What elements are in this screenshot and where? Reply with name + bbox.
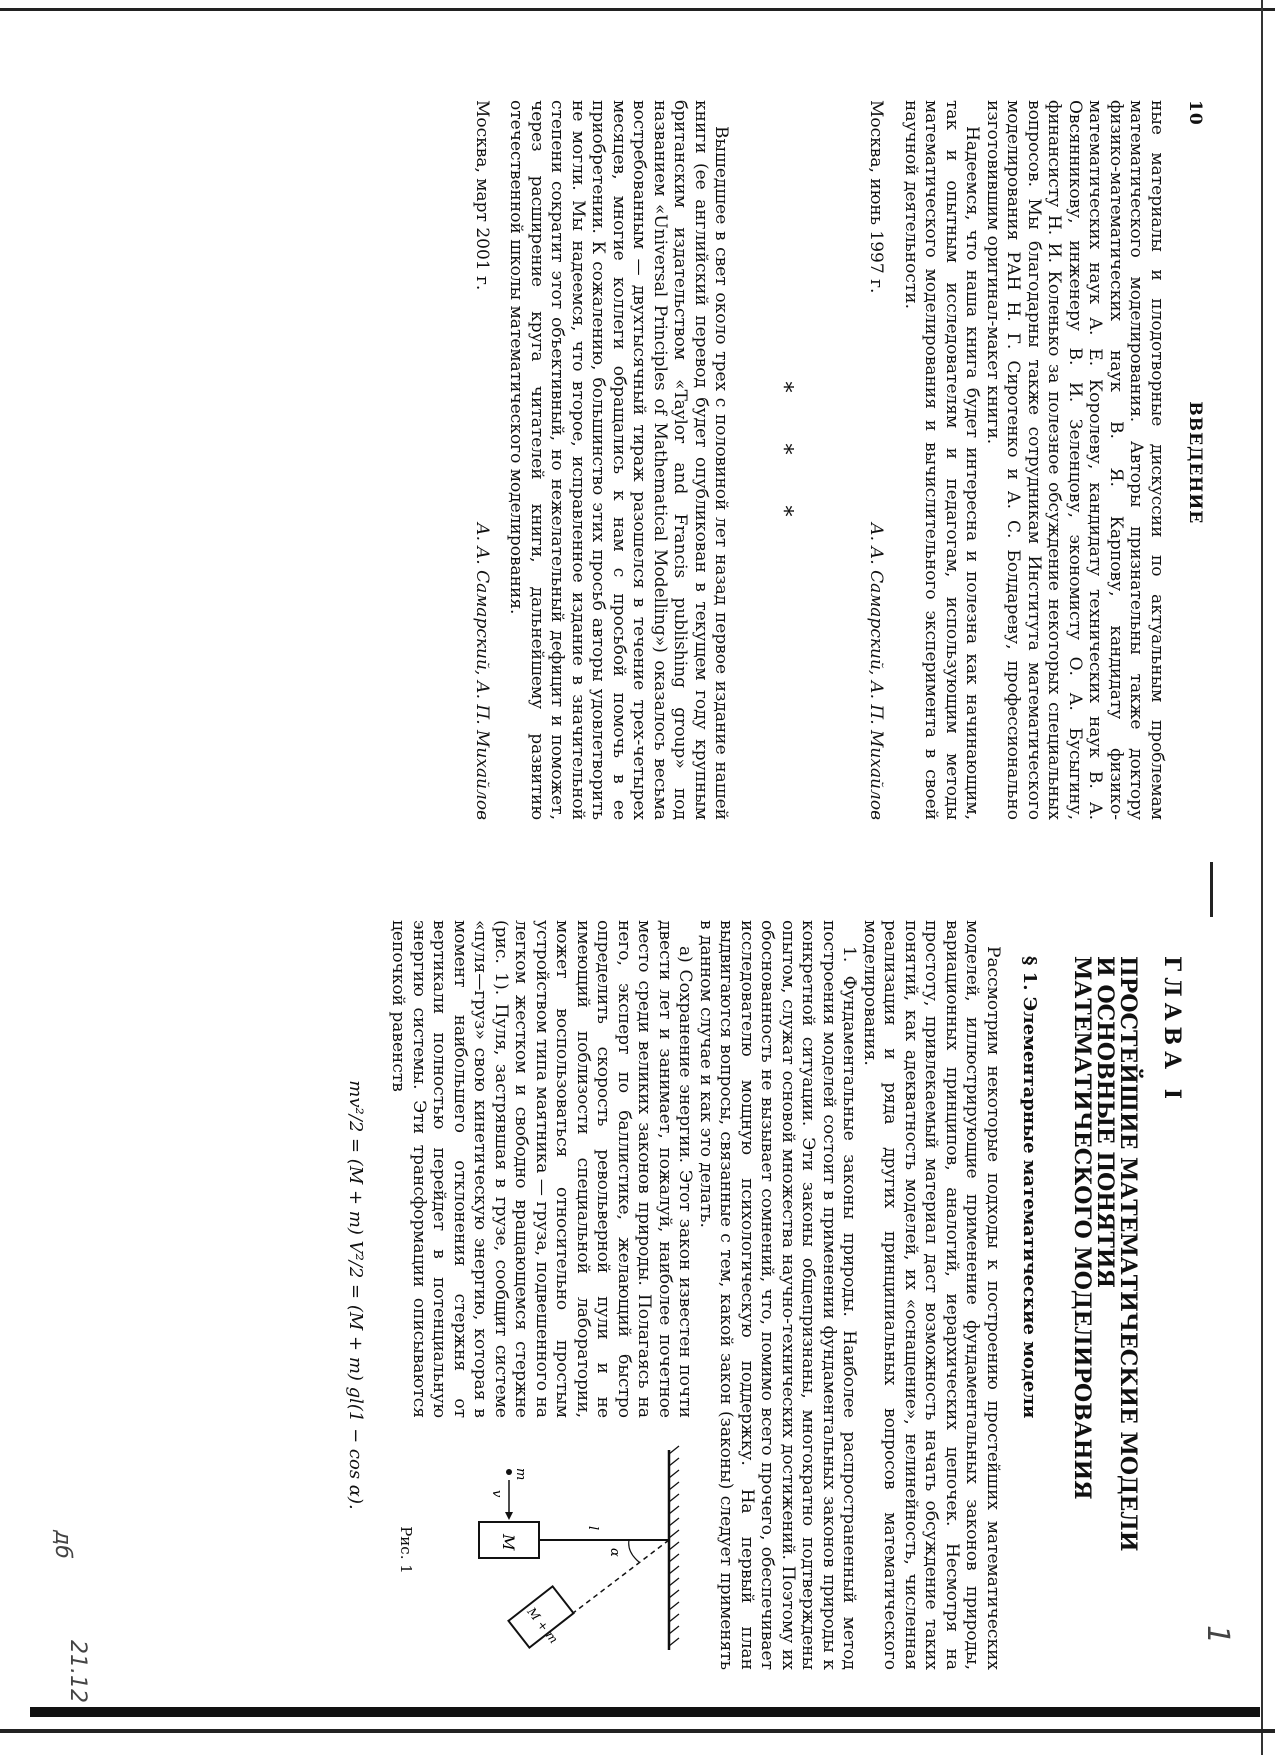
chapter-title-line-2: И ОСНОВНЫЕ ПОНЯТИЯ xyxy=(1092,956,1118,1288)
energy-formula: mv²/2 = (M + m) V²/2 = (M + m) gl(1 − cos α). xyxy=(345,1080,366,1510)
signature-authors: А. А. Самарский, А. П. Михайлов xyxy=(472,522,492,820)
chapter-number: ГЛАВА I xyxy=(1159,956,1185,1106)
handwritten-mark-1: 1 xyxy=(1200,1625,1235,1645)
signature-place-date: Москва, март 2001 г. xyxy=(472,100,492,291)
signature-1997 xyxy=(867,100,887,820)
label-M: M xyxy=(499,1534,519,1551)
chapter-paragraph-3: а) Сохранение энергии. Этот закон известен почти двести лет и занимает, пожалуй, наиболее почетное место среди великих законов природы. Полагаясь на него, эксперт по баллистике, желающий быстро определить скорость револьверной пули и не имеющий поблизости специальной лаборатории, может воспользоваться относительно простым устройством типа маятника — груза, подвешенного на легком жестком и свободно вращающемся стержне (рис. 1). Пуля, застрявшая в грузе, сообщит системе «пуля—груз» свою кинетическую энергию, которая в момент наибольшего отклонения стержня от вертикали полностью перейдет в потенциальную энергию системы. Эти трансформации описываются цепочкой равенств xyxy=(388,920,696,1418)
page-number: 10 xyxy=(1185,100,1205,126)
label-m: m xyxy=(513,1468,529,1481)
chapter-title-line-3: МАТЕМАТИЧЕСКОГО МОДЕЛИРОВАНИЯ xyxy=(1069,956,1095,1500)
chapter-paragraph-1: Рассмотрим некоторые подходы к построению простейших математических моделей, иллюстрирующие применение фундаментальных законов природы, вариационных принципов, аналогий, иерархических цепочек. Несмотря на простоту, привлекаемый материал даст возможность начать обсуждение таких понятий, как адекватность моделей, их «оснащение», нелинейность, численная реализация и ряда других принципиальных вопросов математического моделирования. xyxy=(860,920,1003,1670)
ceiling-hatch xyxy=(670,1446,680,1646)
second-edition-paragraph: Вышедшее в свет около трех с половиной лет назад первое издание нашей книги (ее английский перевод будет опубликован в текущем году крупным британским издательством «Taylor and Francis publishing group» под названием «Universal Principles of Mathematical Modelling») оказалось весьма востребованным — двухтысячный тираж разошелся в течение трех-четырех месяцев, многие коллеги обращались к нам с просьбой помочь в ее приобретении. К сожалению, большинство этих просьб авторы удовлетворить не могли. Мы надеемся, что второе, исправленное издание в значительной степени сократит этот объективный, но нежелательный дефицит и поможет, через расширение круга читателей книги, дальнейшему развитию отечественной школы математического моделирования. xyxy=(506,100,732,820)
velocity-arrowhead xyxy=(506,1512,514,1520)
section-stars: * * * xyxy=(771,381,797,539)
section-title: § 1. Элементарные математические модели xyxy=(1019,956,1040,1419)
label-alpha: α xyxy=(607,1548,623,1557)
signature-place-date: Москва, июнь 1997 г. xyxy=(866,100,887,294)
chapter-title-line-1: ПРОСТЕЙШИЕ МАТЕМАТИЧЕСКИЕ МОДЕЛИ xyxy=(1115,956,1141,1552)
left-page xyxy=(45,100,1205,820)
pendulum-diagram xyxy=(420,1430,690,1670)
handwritten-mark-3: дб xyxy=(50,1530,75,1559)
figure-caption: Рис. 1 xyxy=(397,1526,416,1574)
signature-2001 xyxy=(472,100,492,820)
intro-paragraph-1: ные материалы и плодотворные дискуссии по актуальным проблемам математического моделирования. Авторы признательны также доктору физико-математических наук В. Я. Карпову, кандидату физико-математических наук А. Е. Королеву, кандидату технических наук В. А. Овсянникову, инженеру В. И. Зеленцову, экономисту О. А. Бусыгину, финансисту Н. И. Коленько за полезное обсуждение некоторых специальных вопросов. Мы благодарны также сотрудникам Института математического моделирования РАН Н. Г. Сиротенко и А. С. Болдареву, профессионально изготовившим оригинал-макет книги. xyxy=(983,100,1167,820)
intro-paragraph-2: Надеемся, что наша книга будет интересна и полезна как начинающим, так и опытным исследователям и педагогам, использующим методы математического моделирования и вычислительного эксперимента в своей научной деятельности. xyxy=(901,100,983,820)
left-running-head xyxy=(1185,100,1205,820)
chapter-paragraph-2: 1. Фундаментальные законы природы. Наиболее распространенный метод построения моделей состоит в применении фундаментальных законов природы к конкретной ситуации. Эти законы общепризнаны, многократно подтверждены опытом, служат основой множества научно-технических достижений. Поэтому их обоснованность не вызывает сомнений, что, помимо всего прочего, обеспечивает исследователю мощную психологическую поддержку. На первый план выдвигаются вопросы, связанные с тем, какой закон (законы) следует применять в данном случае и как это делать. xyxy=(696,920,860,1670)
figure-1 xyxy=(390,1430,690,1670)
running-head-title: ВВЕДЕНИЕ xyxy=(1185,401,1205,525)
angle-arc xyxy=(629,1540,639,1562)
bullet xyxy=(507,1469,513,1475)
right-page xyxy=(45,920,1205,1670)
label-Mm: M + m xyxy=(524,1604,562,1647)
figure-text-wrap xyxy=(388,920,696,1670)
label-v: v xyxy=(489,1490,505,1498)
signature-authors: А. А. Самарский, А. П. Михайлов xyxy=(866,522,887,820)
chapter-heading xyxy=(1070,956,1185,1670)
handwritten-mark-2: 21.12 xyxy=(65,1640,90,1703)
label-l: l xyxy=(585,1526,601,1531)
